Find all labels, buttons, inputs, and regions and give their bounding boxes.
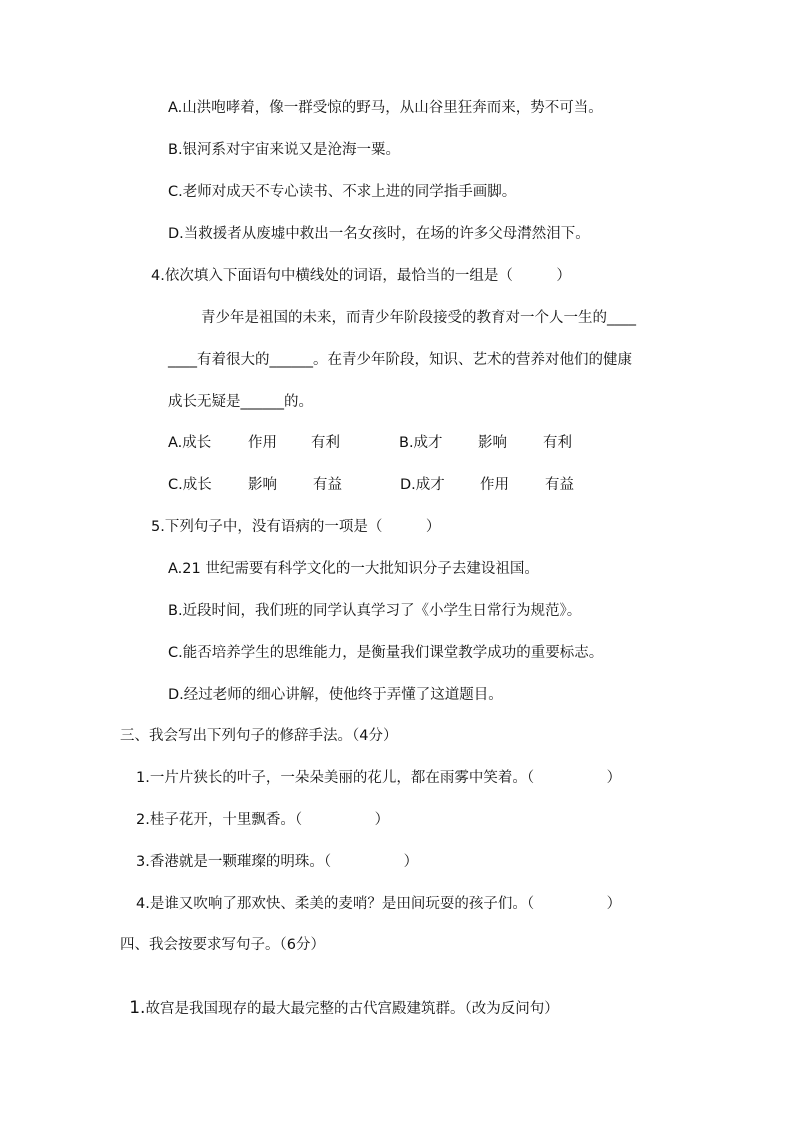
section3-item-3: 3.香港就是一颗璀璨的明珠。（ ） [136,854,419,870]
q5-option-b: B.近段时间，我们班的同学认真学习了《小学生日常行为规范》。 [168,603,582,619]
section4-item-1-text: 故宫是我国现存的最大最完整的古代宫殿建筑群。（改为反问句） [145,1001,559,1017]
q3-option-c: C.老师对成天不专心读书、不求上进的同学指手画脚。 [168,184,517,200]
q4-choice: 影响 [248,477,277,493]
section3-title: 三、我会写出下列句子的修辞手法。（4分） [120,728,398,744]
section4-item-1 [120,978,559,1019]
section3-item-4: 4.是谁又吹响了那欢快、柔美的麦哨？是田间玩耍的孩子们。（ ） [136,896,622,912]
q4-choice: A.成长 [168,435,212,451]
section4-title: 四、我会按要求写句子。（6分） [120,937,325,953]
q4-choice: 有利 [311,435,340,451]
q4-choice: 影响 [478,435,507,451]
q4-choice: 作用 [248,435,277,451]
q4-choice: D.成才 [400,477,445,493]
q3-option-b: B.银河系对宇宙来说又是沧海一粟。 [168,142,401,158]
q4-choice: 有益 [313,477,342,493]
q3-option-d: D.当救援者从废墟中救出一名女孩时，在场的许多父母潸然泪下。 [168,226,590,242]
q4-choice: 有益 [545,477,574,493]
q5-stem: 5.下列句子中，没有语病的一项是（ ） [151,519,441,535]
section3-item-1: 1.一片片狭长的叶子，一朵朵美丽的花儿，都在雨雾中笑着。（ ） [136,770,622,786]
section4-item-1-number: 1. [129,998,146,1018]
q4-choice: 作用 [480,477,509,493]
q4-choice: B.成才 [399,435,443,451]
q4-passage-line1: 青少年是祖国的未来，而青少年阶段接受的教育对一个人一生的____ [201,310,636,326]
q4-stem: 4.依次填入下面语句中横线处的词语，最恰当的一组是（ ） [151,268,571,284]
q4-choice: C.成长 [168,477,212,493]
q4-choice: 有利 [543,435,572,451]
q5-option-c: C.能否培养学生的思维能力，是衡量我们课堂教学成功的重要标志。 [168,645,604,661]
q5-option-d: D.经过老师的细心讲解，使他终于弄懂了这道题目。 [168,687,503,703]
section3-item-2: 2.桂子花开，十里飘香。（ ） [136,812,390,828]
q4-passage-line2: ____有着很大的______。在青少年阶段，知识、艺术的营养对他们的健康 [168,352,632,368]
q4-passage-line3: 成长无疑是______的。 [168,394,313,410]
q3-option-a: A.山洪咆哮着，像一群受惊的野马，从山谷里狂奔而来，势不可当。 [168,100,603,116]
q5-option-a: A.21 世纪需要有科学文化的一大批知识分子去建设祖国。 [168,561,539,577]
